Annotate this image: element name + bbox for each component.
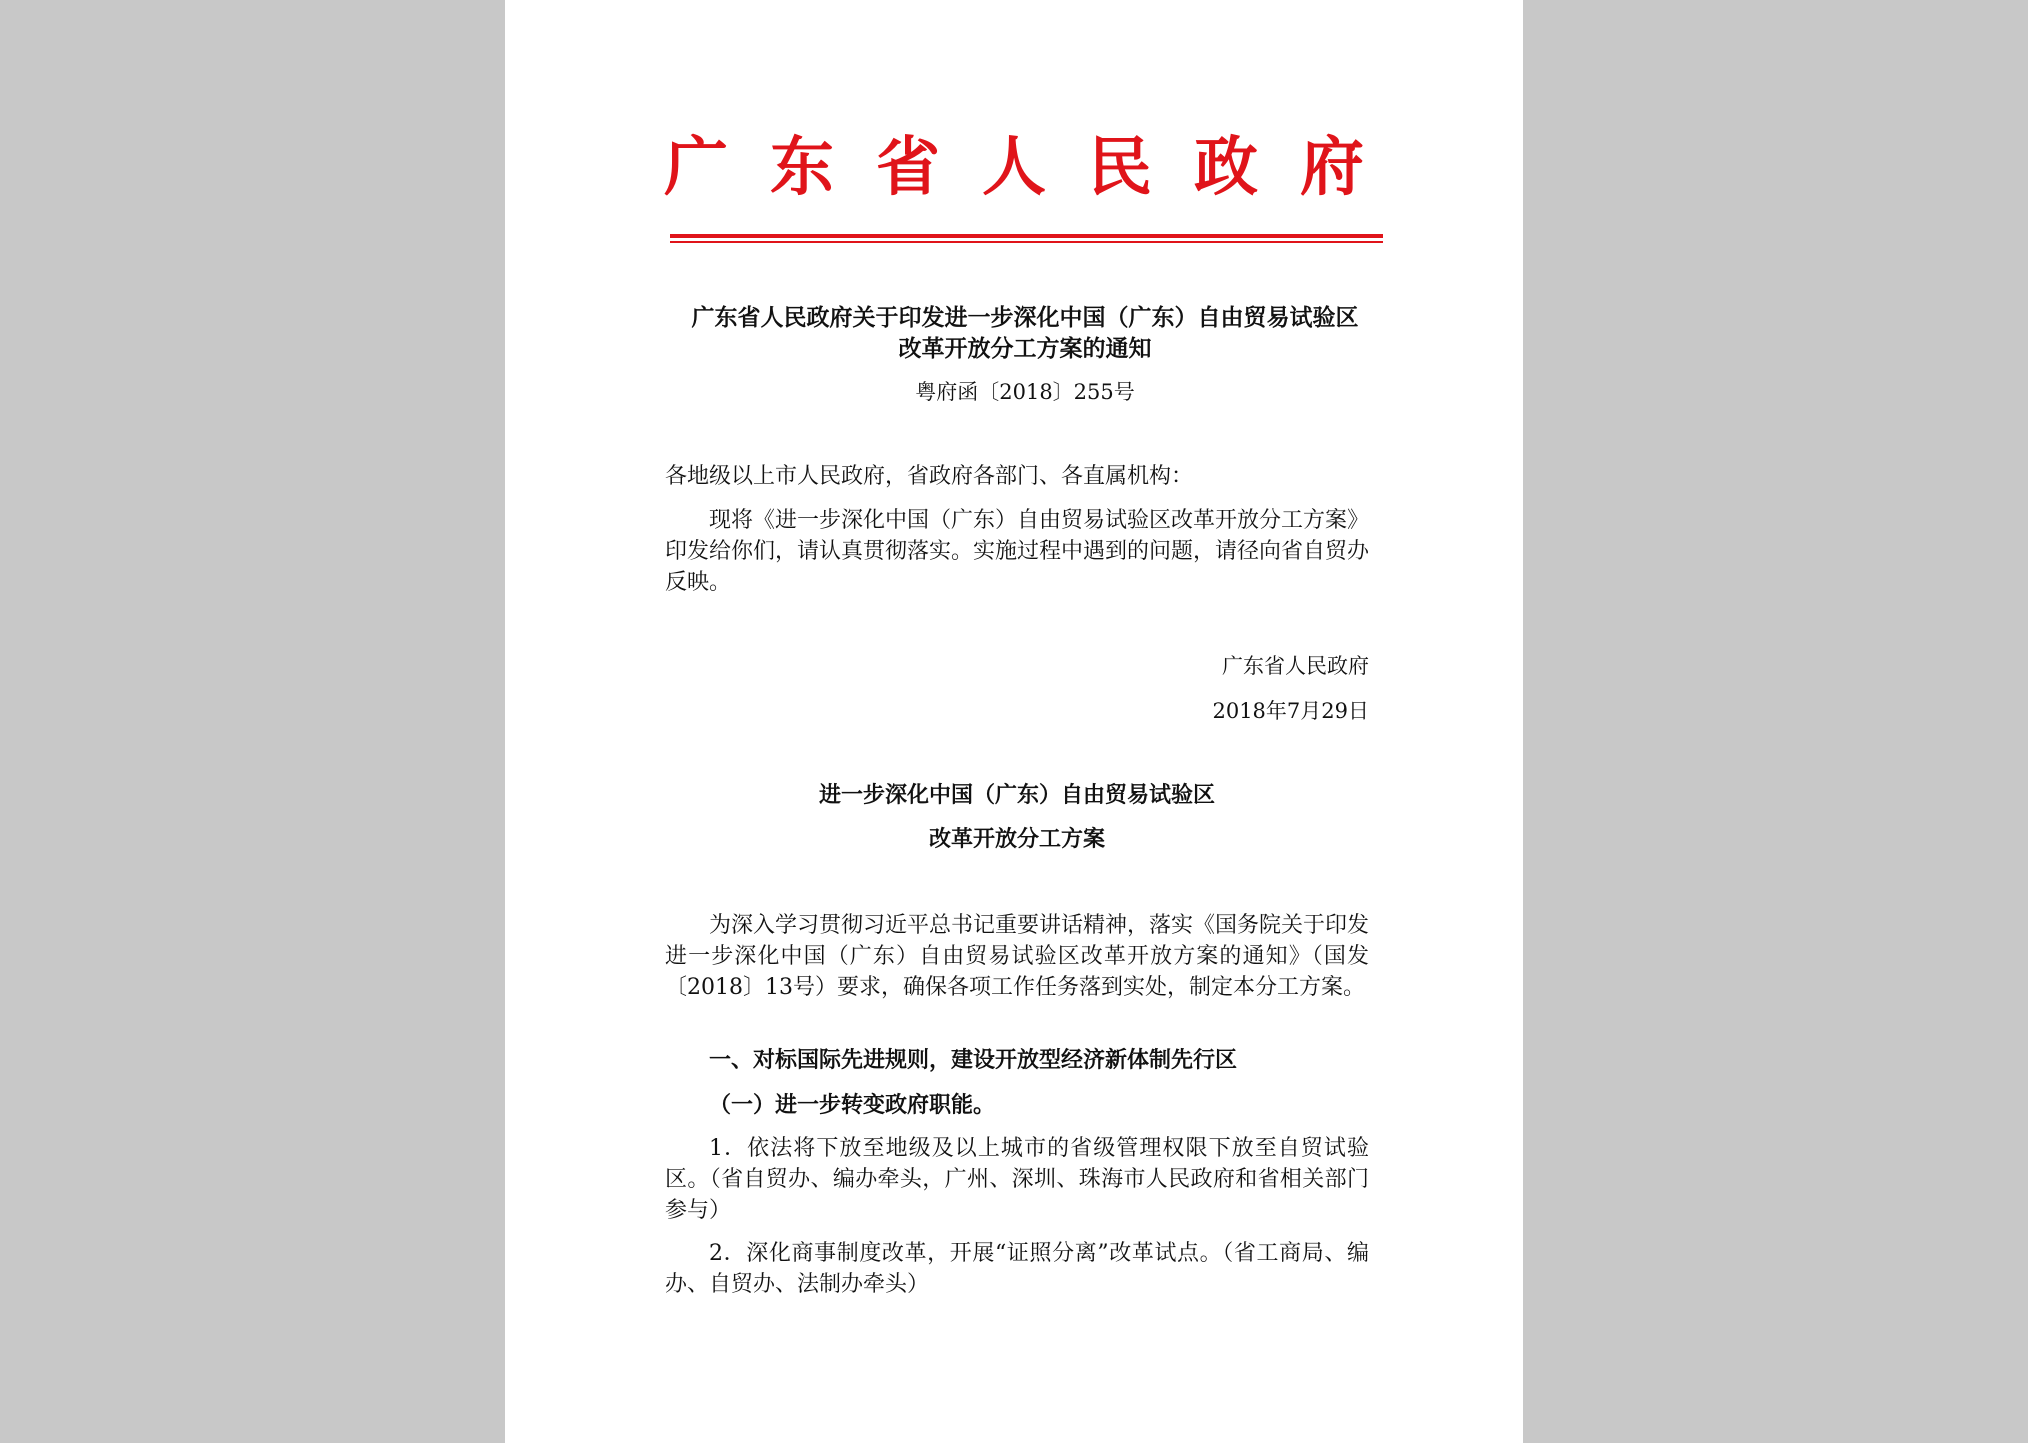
red-header-rule-thick bbox=[670, 234, 1383, 238]
plan-item-2: 2．深化商事制度改革，开展“证照分离”改革试点。（省工商局、编办、自贸办、法制办牵头） bbox=[665, 1241, 1369, 1297]
notice-body-paragraph: 现将《进一步深化中国（广东）自由贸易试验区改革开放分工方案》印发给你们，请认真贯彻落实。实施过程中遇到的问题，请径向省自贸办反映。 bbox=[665, 508, 1370, 595]
notice-title-line2: 改革开放分工方案的通知 bbox=[898, 335, 1152, 362]
subsection-heading: （一）进一步转变政府职能。 bbox=[709, 1092, 996, 1118]
notice-title-line1: 广东省人民政府关于印发进一步深化中国（广东）自由贸易试验区 bbox=[691, 304, 1359, 331]
plan-intro-paragraph: 为深入学习贯彻习近平总书记重要讲话精神，落实《国务院关于印发进一步深化中国（广东）自由贸易试验区改革开放方案的通知》（国发〔2018〕13号）要求，确保各项工作任务落到实处，制定本分工方案。 bbox=[665, 913, 1370, 1000]
document-page bbox=[505, 0, 1523, 1443]
plan-title-line1: 进一步深化中国（广东）自由贸易试验区 bbox=[818, 782, 1215, 808]
notice-title bbox=[665, 302, 1385, 364]
signature-date: 2018年7月29日 bbox=[1212, 699, 1369, 723]
addressee: 各地级以上市人民政府，省政府各部门、各直属机构： bbox=[665, 464, 1194, 489]
red-header-rule-thin bbox=[670, 241, 1383, 243]
document-number: 粤府函〔2018〕255号 bbox=[915, 380, 1135, 404]
signature-org: 广东省人民政府 bbox=[1222, 654, 1369, 678]
plan-title-line2: 改革开放分工方案 bbox=[928, 826, 1105, 852]
section-heading: 一、对标国际先进规则，建设开放型经济新体制先行区 bbox=[709, 1047, 1238, 1073]
red-header-org-name: 广东省人民政府 bbox=[664, 130, 1406, 205]
plan-item-1: 1．依法将下放至地级及以上城市的省级管理权限下放至自贸试验区。（省自贸办、编办牵头，广州、深圳、珠海市人民政府和省相关部门参与） bbox=[665, 1136, 1369, 1223]
